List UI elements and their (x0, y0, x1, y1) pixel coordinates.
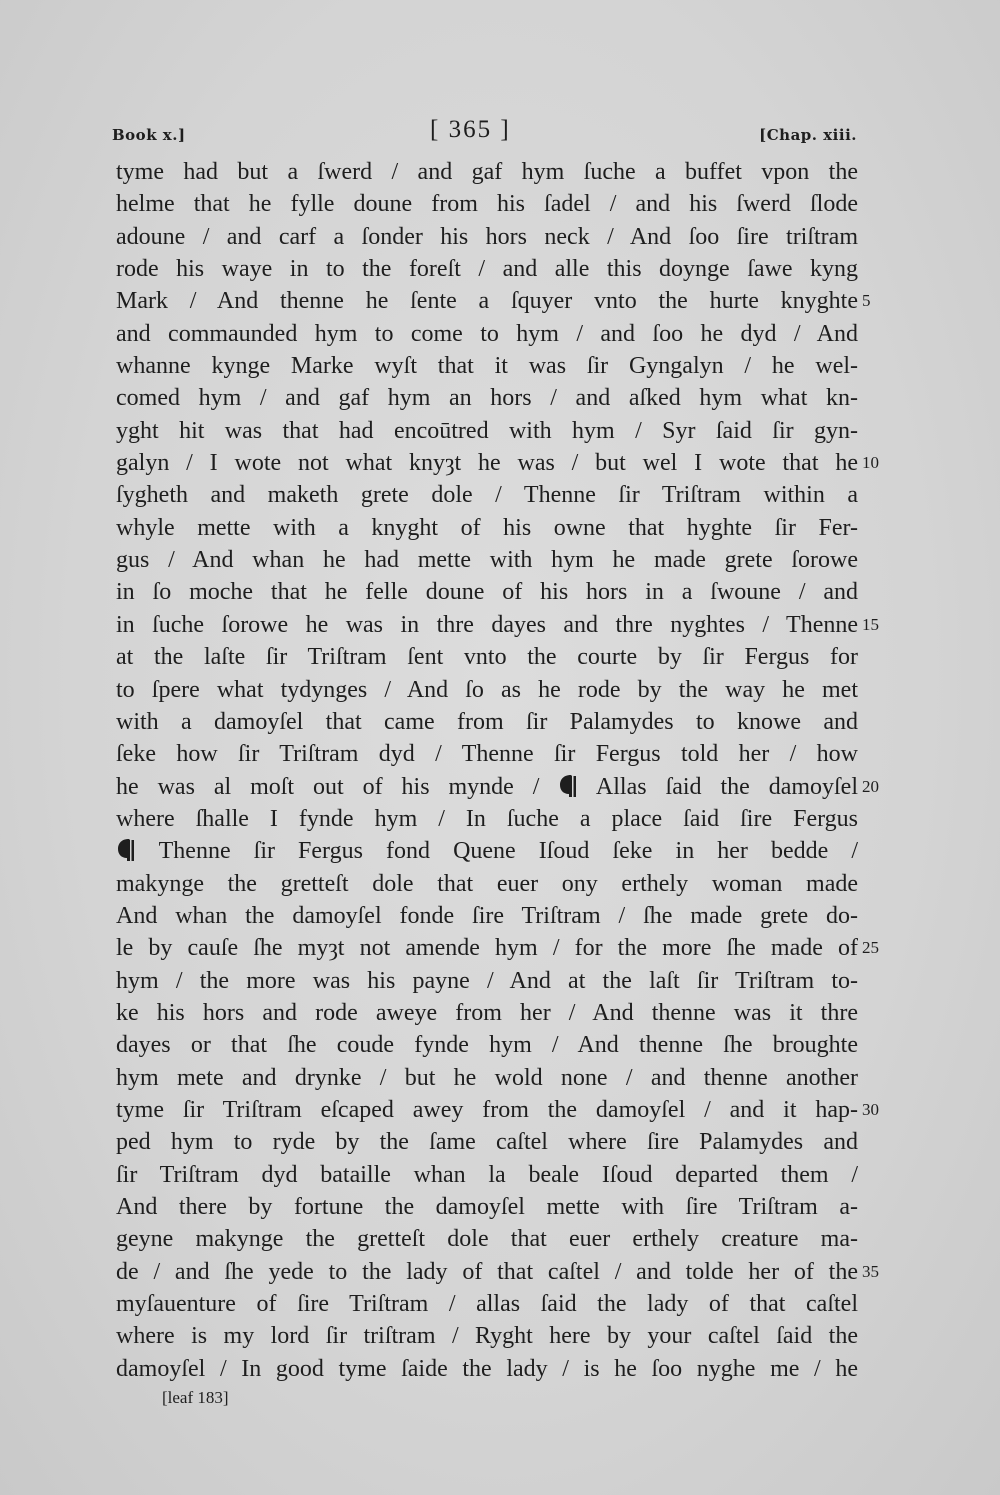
line-number: 25 (862, 938, 879, 958)
text-line: adoune / and carf a ſonder his hors neck / And ſoo ſire triſtram (116, 223, 858, 250)
leaf-note: [leaf 183] (162, 1388, 229, 1407)
text-line: rode his waye in to the foreſt / and alle this doynge ſawe kyng (116, 256, 858, 283)
text-segment: he was al moſt out of his mynde / (116, 773, 559, 800)
text-line: And whan the damoyſel fonde ſire Triſtram / ſhe made grete do- (116, 902, 858, 929)
text-line: in ſuche ſorowe he was in thre dayes and thre nyghtes / Thenne 15 (116, 609, 858, 641)
line-number: 35 (862, 1261, 879, 1281)
text-line: tyme ſir Triſtram eſcaped awey from the damoyſel / and it hap- 30 (116, 1094, 858, 1126)
text-line: And there by fortune the damoyſel mette with ſire Triſtram a- (116, 1194, 858, 1220)
text-line: gus / And whan he had mette with hym he made grete ſorowe (116, 547, 858, 574)
text-line: galyn / I wote not what knyȝt he was / but wel I wote that he 10 (116, 447, 858, 479)
text-line: where ſhalle I fynde hym / In ſuche a place ſaid ſire Fergus (116, 805, 858, 832)
pilcrow-icon (116, 838, 136, 862)
text-line: tyme had but a ſwerd / and gaf hym ſuche a buffet vpon the (116, 159, 858, 185)
text-line: geyne makynge the gretteſt dole that euer erthely creature ma- (116, 1226, 858, 1253)
line-number: 10 (862, 453, 879, 473)
text-line: to ſpere what tydynges / And ſo as he rode by the way he met (116, 676, 858, 703)
text-line: myſauenture of ſire Triſtram / allas ſaid the lady of that caſtel (116, 1291, 858, 1318)
text-line: de / and ſhe yede to the lady of that caſtel / and tolde her of the 35 (116, 1256, 858, 1288)
text-line: ke his hors and rode aweye from her / And thenne was it thre (116, 999, 858, 1026)
text-line: with a damoyſel that came from ſir Palamydes to knowe and (116, 708, 858, 735)
text-segment: Allas ſaid the damoyſel (578, 773, 858, 800)
text-line: whyle mette with a knyght of his owne that hyghte ſir Fer- (116, 514, 858, 541)
line-number: 5 (862, 291, 871, 311)
text-line: ſygheth and maketh grete dole / Thenne ſir Triſtram within a (116, 482, 858, 509)
text-line: hym mete and drynke / but he wold none / and thenne another (116, 1064, 858, 1091)
text-line: ſeke how ſir Triſtram dyd / Thenne ſir Fergus told her / how (116, 741, 858, 768)
line-number: 20 (862, 776, 879, 796)
text-line: ſir Triſtram dyd bataille whan la beale Iſoud departed them / (116, 1161, 858, 1188)
text-line: ped hym to ryde by the ſame caſtel where ſire Palamydes and (116, 1129, 858, 1156)
running-header (112, 112, 857, 152)
text-segment: Thenne ſir Fergus fond Quene Iſoud ſeke in her bedde / (136, 838, 858, 865)
text-line: hym / the more was his payne / And at the laſt ſir Triſtram to- (116, 967, 858, 994)
text-line: yght hit was that had encoūtred with hym / Syr ſaid ſir gyn- (116, 417, 858, 444)
text-line: where is my lord ſir triſtram / Ryght here by your caſtel ſaid the (116, 1323, 858, 1350)
page-number: [ 365 ] (430, 116, 511, 143)
text-line (116, 771, 879, 803)
body-text (116, 156, 879, 1385)
text-line: makynge the gretteſt dole that euer ony erthely woman made (116, 870, 858, 897)
text-line: le by cauſe ſhe myȝt not amende hym / for the more ſhe made of 25 (116, 932, 858, 964)
book-label: Book x.] (112, 126, 186, 144)
text-line (116, 835, 858, 867)
text-line: and commaunded hym to come to hym / and ſoo he dyd / And (116, 320, 858, 347)
text-line: dayes or that ſhe coude fynde hym / And thenne ſhe broughte (116, 1032, 858, 1059)
line-number: 15 (862, 614, 879, 634)
text-line: helme that he fylle doune from his ſadel / and his ſwerd ſlode (116, 191, 858, 218)
text-line: in ſo moche that he felle doune of his hors in a ſwoune / and (116, 579, 858, 606)
text-line: Mark / And thenne he ſente a ſquyer vnto the hurte knyghte 5 (116, 285, 858, 317)
text-line: damoyſel / In good tyme ſaide the lady / is he ſoo nyghe me / he (116, 1355, 858, 1382)
line-number: 30 (862, 1099, 879, 1119)
text-line: at the laſte ſir Triſtram ſent vnto the courte by ſir Fergus for (116, 644, 858, 671)
text-line: whanne kynge Marke wyſt that it was ſir Gyngalyn / he wel- (116, 353, 858, 380)
pilcrow-icon (558, 774, 578, 798)
text-line: comed hym / and gaf hym an hors / and aſked hym what kn- (116, 385, 858, 412)
chapter-label: [Chap. xiii. (759, 126, 857, 144)
